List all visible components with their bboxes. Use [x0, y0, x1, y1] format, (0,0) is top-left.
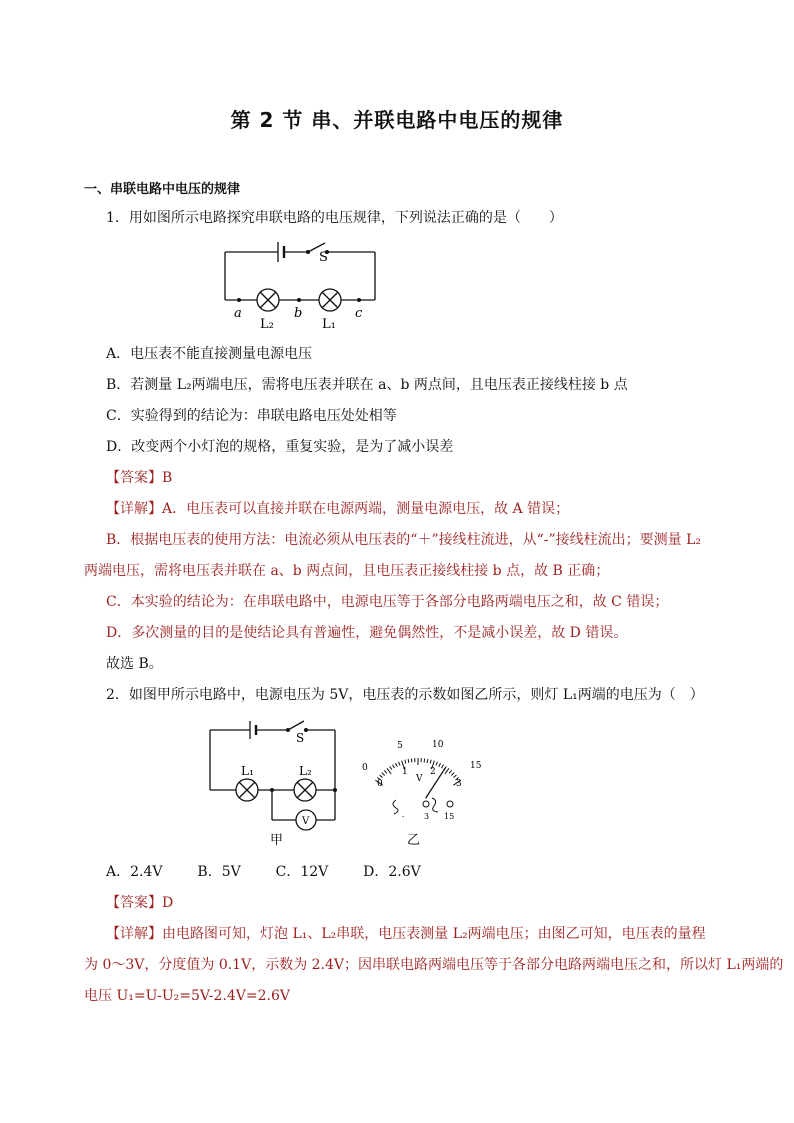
- point-c-label: c: [355, 306, 363, 321]
- point-a-dot: [237, 298, 241, 302]
- lamp-l1-label: L₁: [322, 317, 336, 332]
- scale-top-5: 5: [397, 741, 403, 751]
- unit-label: V: [416, 774, 423, 784]
- dial-tick: [436, 762, 437, 766]
- dial-tick: [411, 758, 412, 762]
- voltmeter-label: V: [302, 816, 310, 827]
- q2-circuit-jia: [200, 716, 350, 856]
- figure-caption-yi: 乙: [407, 833, 421, 848]
- q2-stem: 2．如图甲所示电路中，电源电压为 5V，电压表的示数如图乙所示，则灯 L₁两端的电压为（ ）: [106, 687, 704, 703]
- dial-tick: [405, 760, 406, 764]
- terminal-3-label: 3: [424, 812, 430, 821]
- answer-tag: 【答案】: [106, 470, 162, 486]
- switch-label: S: [296, 731, 305, 745]
- detail-tag: 【详解】: [106, 926, 162, 942]
- q2-options: [106, 862, 421, 882]
- q1-detail-line-4: C．本实验的结论为：在串联电路中，电源电压等于各部分电路两端电压之和，故 C 错误；: [106, 594, 669, 610]
- q1-detail-line-5: D．多次测量的目的是使结论具有普遍性，避免偶然性，不是减小误差，故 D 错误。: [106, 625, 628, 641]
- answer-value: B: [162, 470, 173, 486]
- scale-bottom-3: 3: [456, 779, 462, 789]
- scale-bottom-0: 0: [377, 779, 383, 789]
- dial-tick: [395, 763, 397, 767]
- q1-option-a: A．电压表不能直接测量电源电压: [106, 346, 313, 362]
- q2-voltmeter-yi: [352, 732, 492, 852]
- scale-bottom-1: 1: [402, 767, 408, 777]
- figure-caption-jia: 甲: [270, 833, 284, 848]
- q2-option-c: C．12V: [275, 864, 329, 880]
- q2-detail-line-3: 电压 U₁=U-U₂=5V-2.4V=2.6V: [84, 988, 290, 1004]
- point-b-label: b: [294, 306, 303, 321]
- q1-circuit-diagram: [215, 232, 385, 332]
- dial-tick: [387, 768, 391, 774]
- q1-stem: 1．用如图所示电路探究串联电路的电压规律，下列说法正确的是（ ）: [106, 210, 563, 226]
- scale-top-10: 10: [432, 740, 444, 750]
- dial-tick: [451, 773, 454, 776]
- scale-top-0: 0: [362, 763, 368, 773]
- dial-tick: [399, 762, 400, 766]
- dial-tick: [430, 760, 431, 764]
- q1-conclusion: 故选 B。: [106, 656, 163, 672]
- scale-bottom-2: 2: [430, 767, 436, 777]
- lamp-l2-label: L₂: [299, 764, 312, 778]
- terminal-minus-icon: [393, 800, 398, 814]
- dial-tick: [445, 768, 449, 774]
- q2-option-b: B．5V: [197, 864, 241, 880]
- terminal-15-icon: [447, 801, 453, 807]
- dial-tick: [439, 763, 441, 767]
- lamp-l2-label: L₂: [260, 317, 274, 332]
- q1-option-c: C．实验得到的结论为：串联电路电压处处相等: [106, 408, 397, 424]
- terminal-minus-label: -: [402, 813, 405, 821]
- q2-answer: [106, 893, 173, 913]
- q2-detail-line-2: 为 0～3V，分度值为 0.1V，示数为 2.4V；因串联电路两端电压等于各部分电路两端电压之和，所以灯 L₁两端的: [84, 957, 784, 973]
- section-heading: 一、串联电路中电压的规律: [84, 182, 241, 197]
- dial-tick: [442, 765, 444, 768]
- q1-option-d: D．改变两个小灯泡的规格，重复实验，是为了减小误差: [106, 439, 454, 455]
- q1-answer: [106, 468, 172, 488]
- point-c-dot: [357, 298, 361, 302]
- detail-text: 由电路图可知，灯泡 L₁、L₂串联，电压表测量 L₂两端电压；由图乙可知，电压表的量程: [162, 926, 706, 942]
- lamp-l1-label: L₁: [241, 764, 254, 778]
- scale-top-15: 15: [470, 761, 482, 771]
- dial-tick: [393, 765, 395, 768]
- terminal-3-icon: [423, 801, 429, 807]
- dial-tick: [427, 759, 428, 763]
- q2-option-d: D．2.6V: [363, 864, 421, 880]
- dial-tick: [380, 775, 383, 778]
- q1-option-b: B．若测量 L₂两端电压，需将电压表并联在 a、b 两点间，且电压表正接线柱接 b 点: [106, 377, 628, 393]
- point-b-dot: [297, 298, 301, 302]
- point-a-label: a: [234, 306, 242, 321]
- dial-tick: [453, 775, 456, 778]
- q1-detail-line-3: 两端电压，需将电压表并联在 a、b 两点间，且电压表正接线柱接 b 点，故 B 正确；: [84, 563, 610, 579]
- answer-value: D: [162, 895, 174, 911]
- detail-tag: 【详解】: [106, 501, 162, 517]
- q1-detail-line-2: B．根据电压表的使用方法：电流必须从电压表的“＋”接线柱流进，从“-”接线柱流出；要测量 L₂: [106, 532, 702, 548]
- page-title: 第 2 节 串、并联电路中电压的规律: [230, 108, 564, 132]
- dial-tick: [449, 770, 452, 773]
- q1-detail-line-1: [106, 499, 569, 519]
- terminal-15-label: 15: [444, 812, 455, 821]
- q2-detail-line-1: [106, 924, 706, 944]
- switch-label: S: [319, 250, 328, 265]
- dial-tick: [390, 766, 392, 769]
- dial-tick: [408, 759, 409, 763]
- answer-tag: 【答案】: [106, 895, 162, 911]
- dial-tick: [382, 773, 385, 776]
- dial-tick: [384, 770, 387, 773]
- switch-blade: [288, 721, 304, 730]
- q2-option-a: A．2.4V: [106, 864, 163, 880]
- dial-tick: [424, 758, 425, 762]
- detail-text: A．电压表可以直接并联在电源两端，测量电源电压，故 A 错误；: [162, 501, 570, 517]
